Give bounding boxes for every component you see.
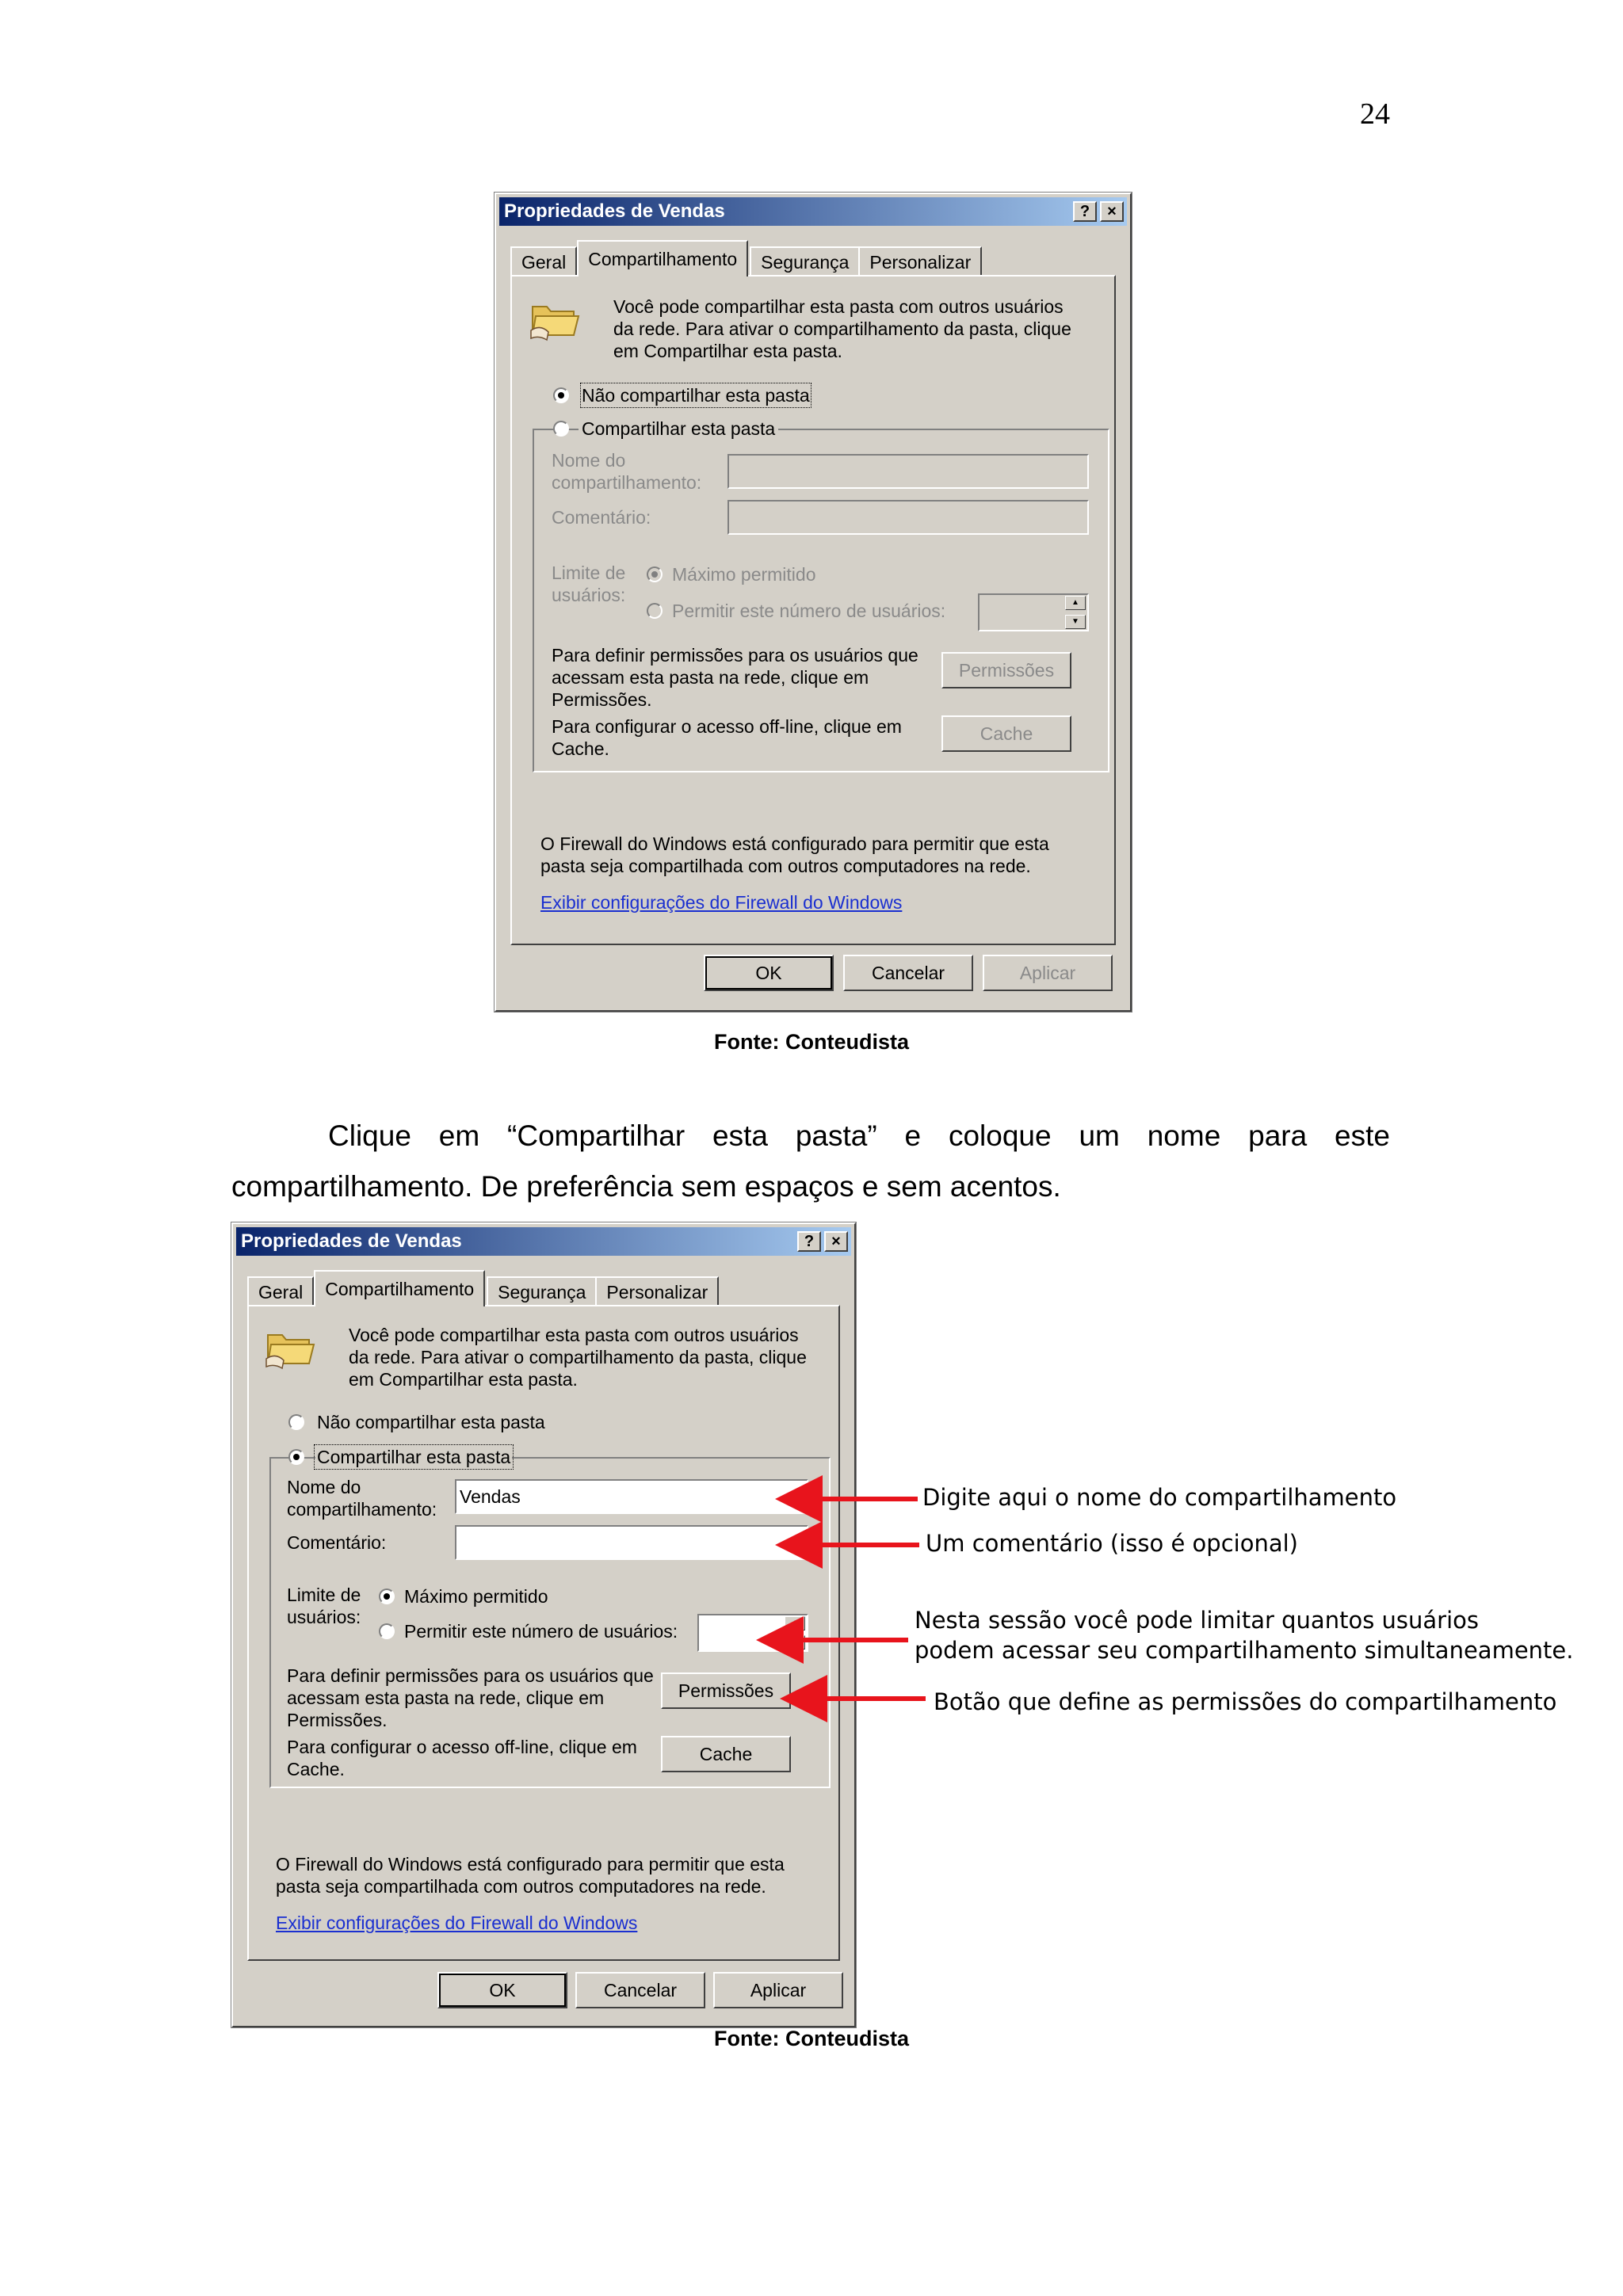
allow-number-radio[interactable] [647, 603, 663, 619]
max-allowed-label[interactable]: Máximo permitido [404, 1586, 548, 1607]
comment-input[interactable] [455, 1525, 808, 1560]
cache-text: Para configurar o acesso off-line, clique em Cache. [287, 1737, 637, 1779]
dialog-title: Propriedades de Vendas [504, 200, 725, 222]
cache-text: Para configurar o acesso off-line, clique em Cache. [552, 716, 902, 759]
share-radio[interactable] [288, 1449, 304, 1465]
tab-personalizar[interactable]: Personalizar [858, 246, 982, 277]
spin-up-icon[interactable]: ▲ [1065, 596, 1086, 610]
cache-button[interactable]: Cache [941, 715, 1071, 752]
tab-compartilhamento[interactable]: Compartilhamento [314, 1270, 485, 1306]
permissions-button[interactable]: Permissões [941, 652, 1071, 688]
sharing-dialog-disabled [495, 193, 1132, 1012]
annotation-user-limit: Nesta sessão você pode limitar quantos usuários podem acessar seu compartilhamento simultaneamente. [915, 1607, 1574, 1664]
tab-seguranca[interactable]: Segurança [487, 1276, 597, 1306]
annotation-share-name: Digite aqui o nome do compartilhamento [922, 1484, 1397, 1511]
share-label[interactable]: Compartilhar esta pasta [579, 418, 778, 440]
intro-text: Você pode compartilhar esta pasta com outros usuários da rede. Para ativar o compartilhamento da pasta, clique em Compartilhar esta pasta. [613, 296, 1071, 361]
figure-caption: Fonte: Conteudista [714, 2027, 909, 2050]
firewall-text: O Firewall do Windows está configurado para permitir que esta pasta seja compartilhada com outros computadores na rede. [540, 833, 1049, 876]
max-allowed-radio[interactable] [647, 566, 663, 582]
shared-folder-icon [265, 1324, 315, 1371]
help-button[interactable]: ? [797, 1231, 821, 1252]
page-number: 24 [1360, 97, 1390, 131]
tab-strip [247, 1272, 717, 1306]
permissions-button[interactable]: Permissões [661, 1672, 791, 1709]
tab-panel [510, 275, 1116, 945]
share-label[interactable]: Compartilhar esta pasta [317, 1447, 511, 1467]
annotation-permissions: Botão que define as permissões do compartilhamento [934, 1688, 1557, 1715]
ok-button[interactable]: OK [704, 955, 834, 991]
tab-geral[interactable]: Geral [247, 1276, 314, 1306]
spin-up-icon[interactable]: ▲ [785, 1616, 805, 1630]
tab-compartilhamento[interactable]: Compartilhamento [577, 240, 748, 277]
firewall-link[interactable]: Exibir configurações do Firewall do Windows [276, 1913, 638, 1933]
apply-button[interactable]: Aplicar [983, 955, 1113, 991]
firewall-text: O Firewall do Windows está configurado para permitir que esta pasta seja compartilhada com outros computadores na rede. [276, 1854, 785, 1897]
firewall-link[interactable]: Exibir configurações do Firewall do Windows [540, 892, 903, 913]
annotation-comment: Um comentário (isso é opcional) [926, 1530, 1298, 1557]
share-name-input[interactable]: Vendas [455, 1479, 808, 1514]
apply-button[interactable]: Aplicar [713, 1972, 843, 2008]
dialog-title: Propriedades de Vendas [241, 1230, 462, 1252]
permissions-text: Para definir permissões para os usuários que acessam esta pasta na rede, clique em Permissões. [287, 1665, 654, 1730]
permissions-text: Para definir permissões para os usuários que acessam esta pasta na rede, clique em Permissões. [552, 645, 918, 710]
spin-down-icon[interactable]: ▼ [785, 1635, 805, 1650]
shared-folder-icon [529, 296, 580, 343]
no-share-radio[interactable] [288, 1414, 304, 1430]
max-allowed-radio[interactable] [379, 1589, 395, 1604]
comment-label: Comentário: [552, 507, 651, 528]
max-allowed-label[interactable]: Máximo permitido [672, 564, 816, 585]
share-name-label: Nome do compartilhamento: [552, 450, 702, 493]
close-button[interactable]: × [1100, 201, 1124, 222]
tab-personalizar[interactable]: Personalizar [595, 1276, 719, 1306]
user-limit-label: Limite de usuários: [287, 1585, 361, 1627]
comment-input[interactable] [727, 500, 1089, 535]
figure-caption: Fonte: Conteudista [714, 1030, 909, 1054]
comment-label: Comentário: [287, 1532, 387, 1553]
cancel-button[interactable]: Cancelar [575, 1972, 705, 2008]
tab-panel [247, 1305, 840, 1961]
cache-button[interactable]: Cache [661, 1736, 791, 1772]
tab-seguranca[interactable]: Segurança [750, 246, 860, 277]
share-name-label: Nome do compartilhamento: [287, 1477, 437, 1520]
body-paragraph: Clique em “Compartilhar esta pasta” e coloque um nome para este compartilhamento. De preferência sem espaços e sem acentos. [231, 1119, 1390, 1203]
no-share-label[interactable]: Não compartilhar esta pasta [582, 385, 810, 406]
user-count-spinner[interactable] [978, 593, 1089, 631]
allow-number-label[interactable]: Permitir este número de usuários: [404, 1621, 678, 1642]
share-name-input[interactable] [727, 454, 1089, 489]
no-share-radio[interactable] [553, 387, 569, 403]
allow-number-radio[interactable] [379, 1623, 395, 1639]
title-bar[interactable] [236, 1227, 851, 1256]
user-limit-label: Limite de usuários: [552, 563, 626, 605]
sharing-dialog-enabled [231, 1222, 856, 2027]
intro-text: Você pode compartilhar esta pasta com outros usuários da rede. Para ativar o compartilhamento da pasta, clique em Compartilhar esta pasta. [349, 1325, 807, 1390]
help-button[interactable]: ? [1073, 201, 1097, 222]
title-bar[interactable] [499, 197, 1127, 226]
no-share-label[interactable]: Não compartilhar esta pasta [317, 1412, 545, 1432]
share-radio[interactable] [553, 421, 569, 437]
close-button[interactable]: × [824, 1231, 848, 1252]
tab-geral[interactable]: Geral [510, 246, 577, 277]
ok-button[interactable]: OK [437, 1972, 567, 2008]
allow-number-label[interactable]: Permitir este número de usuários: [672, 601, 946, 621]
tab-strip [510, 242, 980, 277]
spin-down-icon[interactable]: ▼ [1065, 615, 1086, 629]
cancel-button[interactable]: Cancelar [843, 955, 973, 991]
user-count-spinner[interactable] [697, 1614, 808, 1652]
